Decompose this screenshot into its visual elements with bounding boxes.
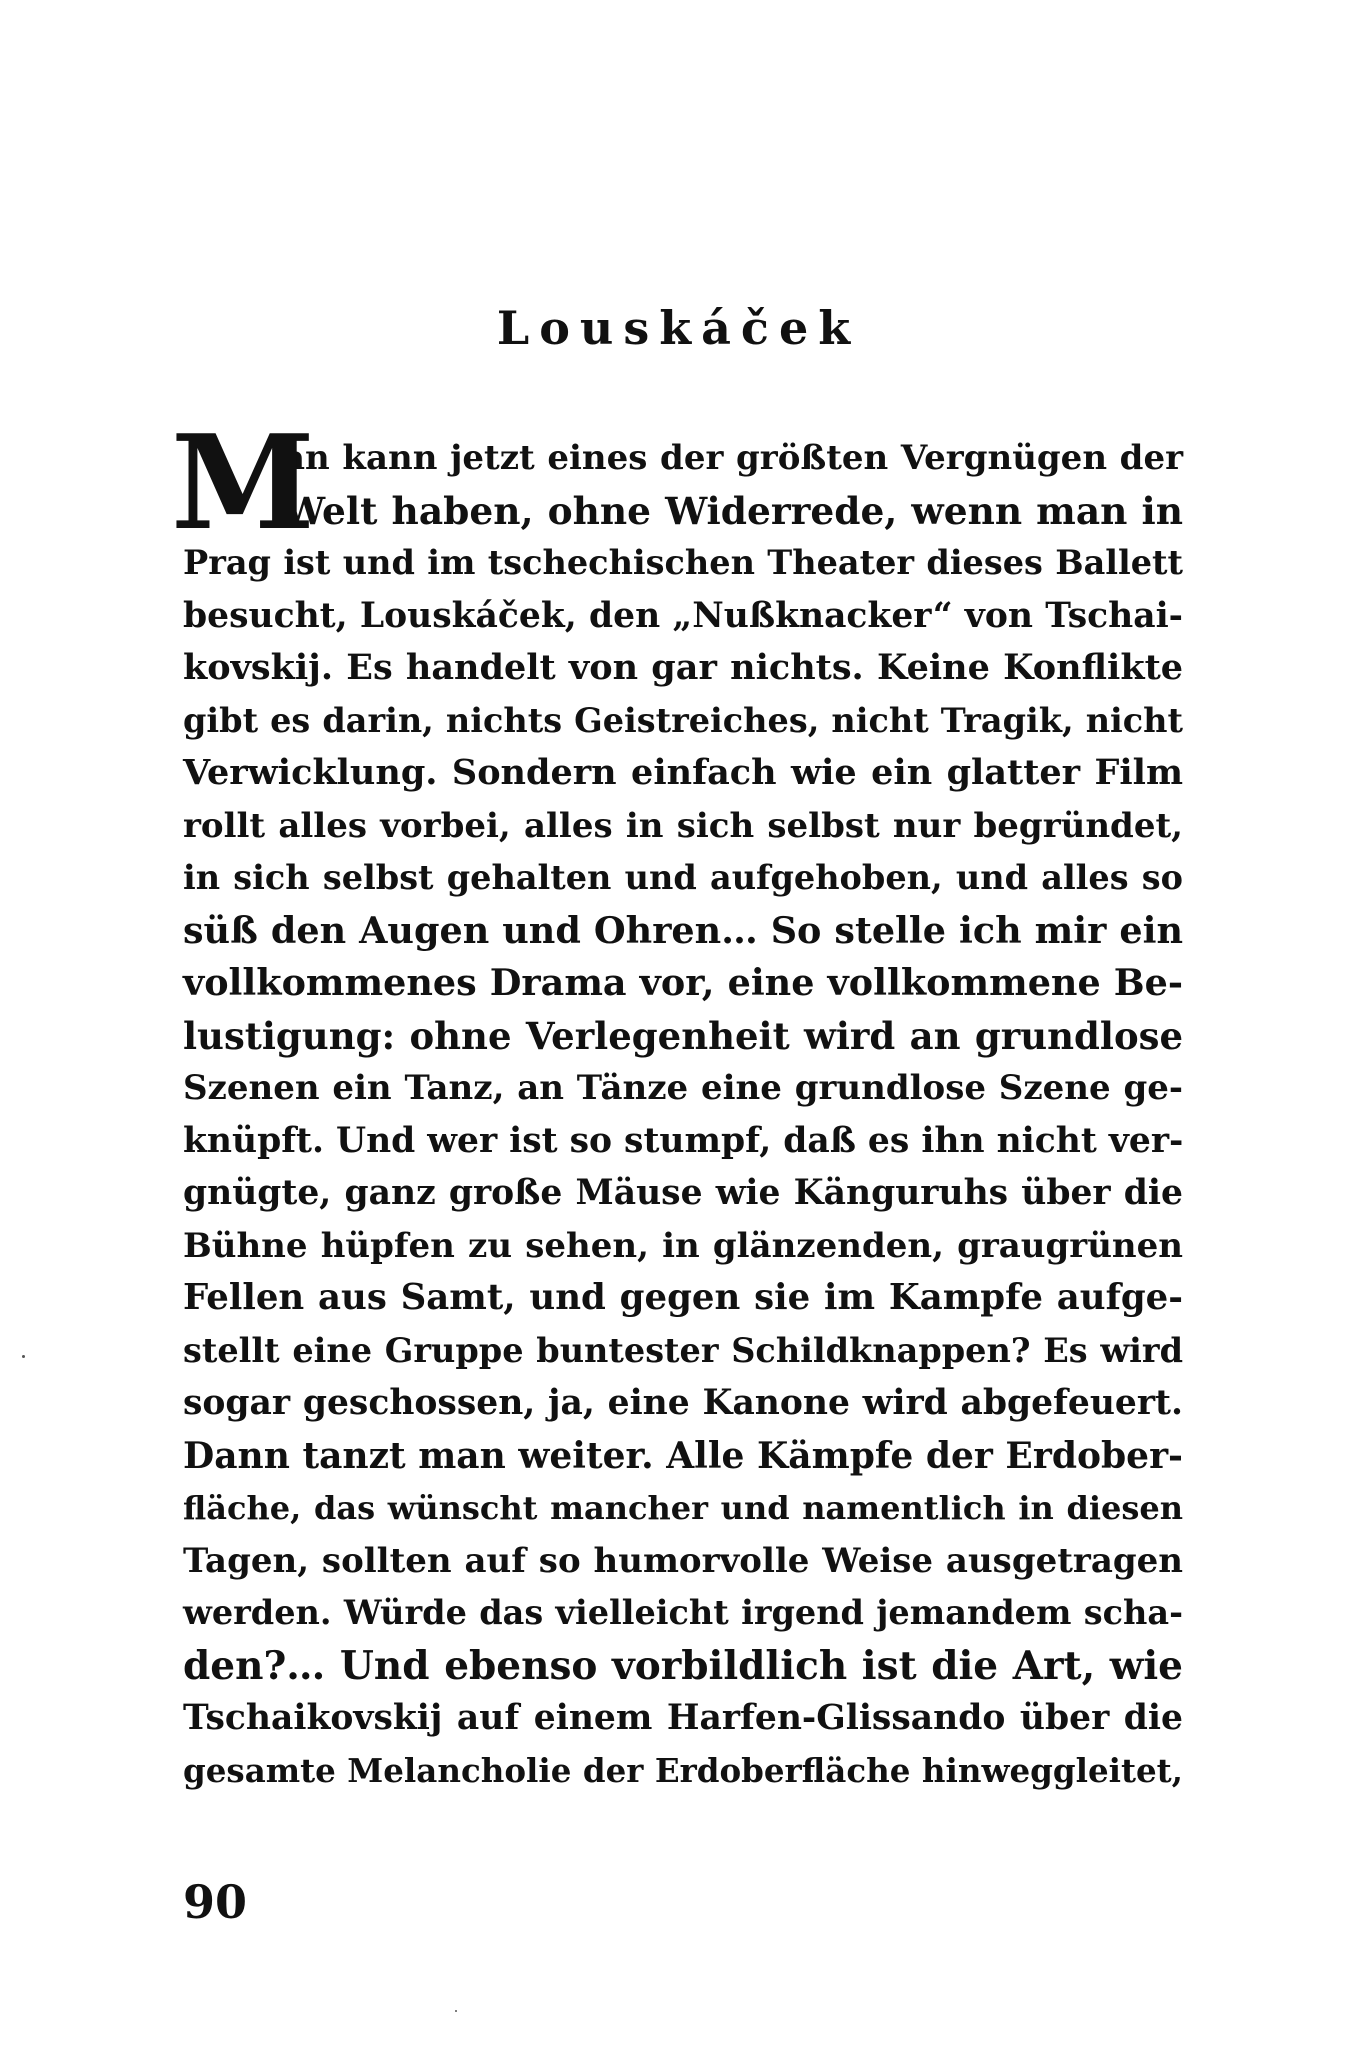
text-line [183, 1325, 1183, 1378]
text-line [183, 800, 1183, 853]
line-text: Bühne hüpfen zu sehen, in glänzenden, graugrünen [183, 1225, 1183, 1266]
line-text: in sich selbst gehalten und aufgehoben, und alles so [183, 858, 1183, 897]
page-number: 90 [183, 1875, 248, 1929]
text-line [183, 1377, 1183, 1430]
body-text [171, 406, 1184, 1797]
line-text: knüpft. Und wer ist so stumpf, daß es ihn nicht ver- [183, 1120, 1184, 1161]
line-text: stellt eine Gruppe buntester Schildknappen? Es wird [183, 1330, 1183, 1370]
line-text: den?… Und ebenso vorbildlich ist die Art, wie [183, 1642, 1183, 1689]
text-line [183, 1692, 1183, 1745]
text-line [183, 485, 1183, 538]
line-text: süß den Augen und Ohren… So stelle ich mir ein [183, 908, 1183, 952]
text-line [183, 852, 1183, 905]
scan-speck [455, 2010, 457, 2012]
text-line [183, 1062, 1183, 1115]
line-text: fläche, das wünscht mancher und namentlich in diesen [183, 1489, 1183, 1527]
line-text: Tagen, sollten auf so humorvolle Weise ausgetragen [183, 1540, 1183, 1581]
text-line [183, 1220, 1183, 1273]
text-line [183, 747, 1183, 800]
text-line [183, 642, 1183, 695]
chapter-title: Louskáček [496, 301, 861, 355]
line-text: sogar geschossen, ja, eine Kanone wird abgefeuert. [183, 1383, 1183, 1423]
line-text: gnügte, ganz große Mäuse wie Känguruhs über die [183, 1173, 1183, 1213]
line-text: vollkommenes Drama vor, eine vollkommene Be- [183, 961, 1183, 1004]
line-text: Verwicklung. Sondern einfach wie ein glatter Film [183, 752, 1183, 793]
line-text: besucht, Louskáček, den „Nußknacker“ von Tschai- [183, 595, 1183, 636]
text-line [183, 1640, 1183, 1693]
text-line [183, 695, 1183, 748]
text-line [183, 1587, 1183, 1640]
line-text: Welt haben, ohne Widerrede, wenn man in [283, 488, 1183, 533]
line-text: Fellen aus Samt, und gegen sie im Kampfe aufge- [183, 1277, 1183, 1318]
line-text: gesamte Melancholie der Erdoberfläche hinweggleitet, [183, 1750, 1183, 1790]
line-text: kovskij. Es handelt von gar nichts. Keine Konflikte [183, 647, 1183, 688]
line-text: lustigung: ohne Verlegenheit wird an grundlose [183, 1013, 1183, 1058]
drop-cap: M [171, 406, 315, 559]
line-text: gibt es darin, nichts Geistreiches, nicht Tragik, nicht [183, 700, 1183, 740]
text-line [183, 1272, 1183, 1325]
text-line [183, 1167, 1183, 1220]
scan-speck [22, 1355, 25, 1358]
text-line [183, 1115, 1183, 1168]
line-text: an kann jetzt eines der größten Vergnügen der [283, 438, 1183, 478]
line-text: rollt alles vorbei, alles in sich selbst nur begründet, [183, 805, 1183, 846]
line-text: Tschaikovskij auf einem Harfen-Glissando über die [183, 1698, 1183, 1738]
line-text: Prag ist und im tschechischen Theater dieses Ballett [183, 543, 1183, 582]
text-line [183, 1482, 1183, 1535]
text-line [183, 1745, 1183, 1798]
line-text: werden. Würde das vielleicht irgend jemandem scha- [183, 1593, 1183, 1632]
text-line [183, 957, 1183, 1010]
text-line [183, 1430, 1183, 1483]
line-text: Dann tanzt man weiter. Alle Kämpfe der Erdober- [183, 1434, 1183, 1477]
text-line [183, 1010, 1183, 1063]
text-line [183, 590, 1183, 643]
text-line [183, 537, 1183, 590]
line-text: Szenen ein Tanz, an Tänze eine grundlose Szene ge- [183, 1068, 1183, 1108]
text-line [183, 1535, 1183, 1588]
text-line [183, 905, 1183, 958]
